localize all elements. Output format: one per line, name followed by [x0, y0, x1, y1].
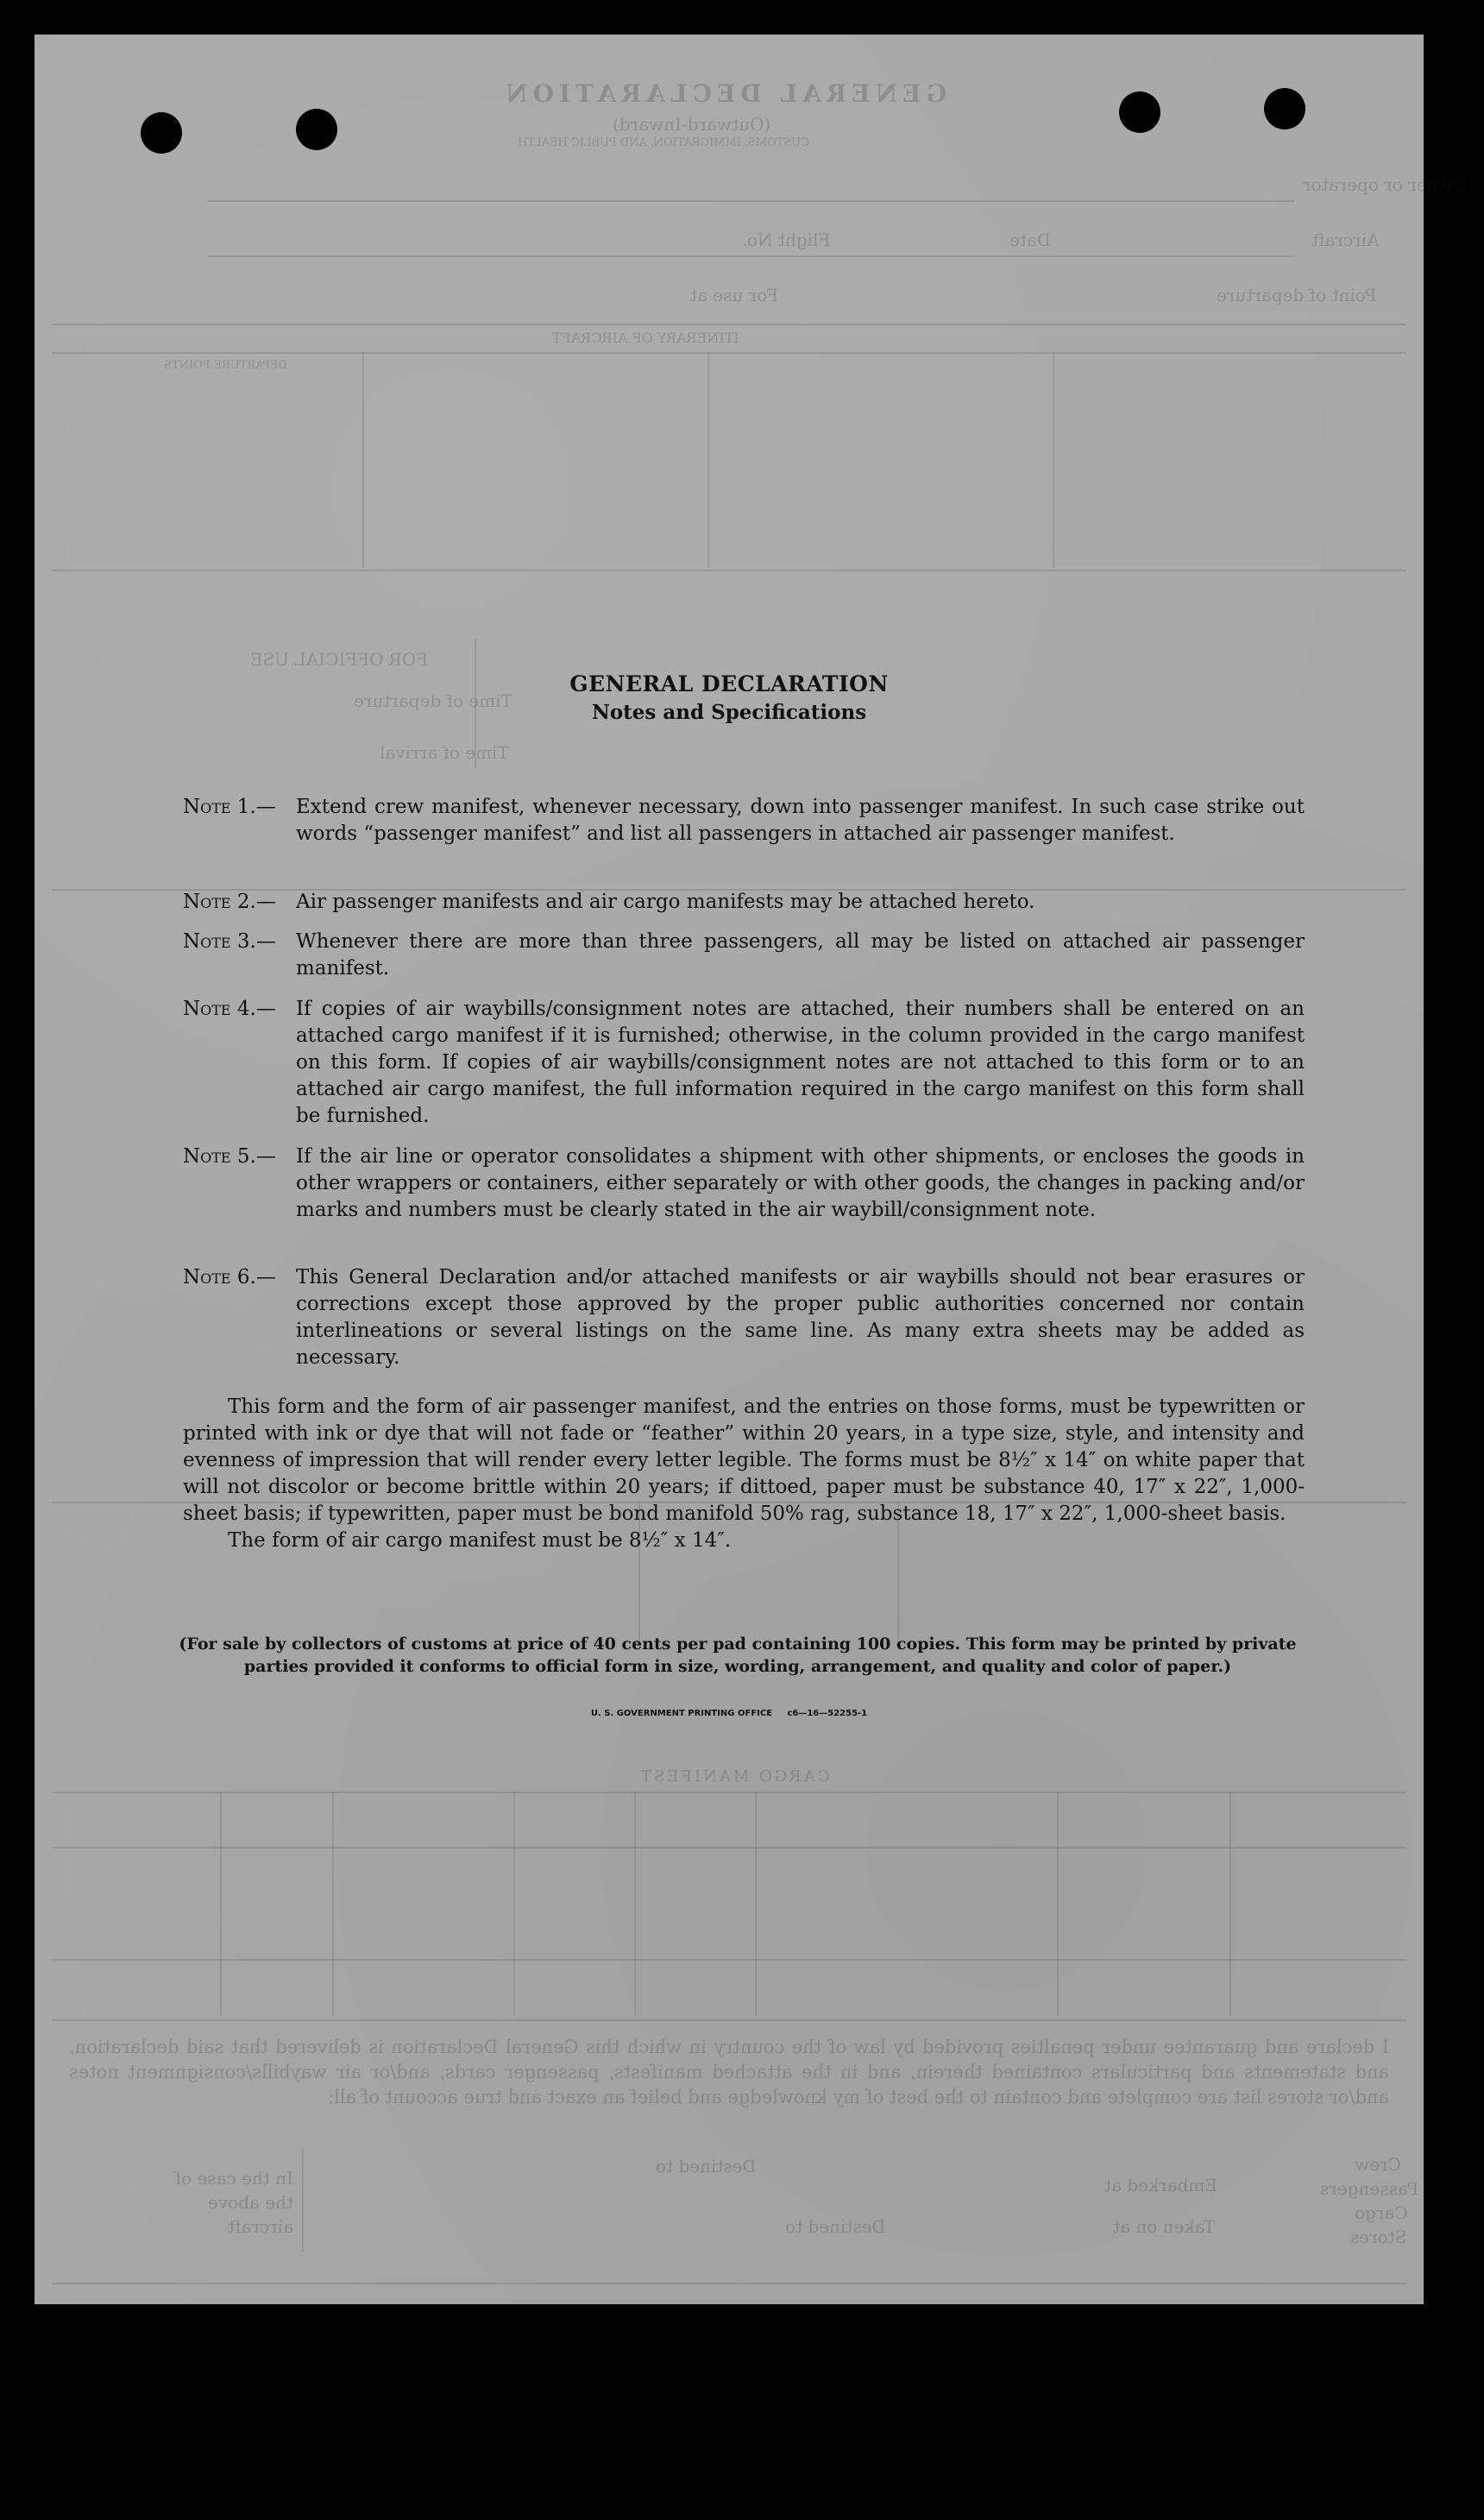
bleed-line — [52, 1847, 1406, 1849]
document-page — [35, 35, 1467, 2304]
note-label: Note 1.— — [183, 796, 276, 818]
bleed-itinerary: ITINERARY OF AIRCRAFT — [552, 330, 739, 346]
note-6 — [183, 1264, 1305, 1371]
bleed-line — [207, 255, 1294, 257]
bleed-flight: Flight No. — [742, 230, 831, 250]
note-2 — [183, 889, 1305, 916]
bleed-line — [52, 324, 1406, 325]
bleed-point-departure: Point of departure — [1217, 285, 1377, 306]
punch-hole — [296, 109, 337, 150]
bleed-vline — [1057, 1792, 1059, 2016]
note-1 — [183, 794, 1305, 847]
specification-paragraph — [183, 1394, 1305, 1528]
note-text: Whenever there are more than three passengers, all may be listed on attached air passenger manifest. — [296, 930, 1305, 980]
bleed-line — [52, 1959, 1406, 1961]
bleed-vline — [302, 2149, 304, 2252]
bleed-vline — [220, 1792, 222, 2016]
bleed-subheading: (Outward-Inward) — [613, 114, 771, 135]
bleed-taken-on: Taken on at — [1113, 2216, 1216, 2237]
bleed-vline — [707, 352, 709, 568]
bleed-declare: I declare and guarantee under penalties provided by law of the country in which this General Declaration is delivered that said declaration, and statements and particulars contained therein, and in the attached manifests, passenger cards, and/or air waybills/consignment notes and/or stores list are complete and contain to the best of my knowledge and belief an exact and true account of all: — [69, 2037, 1389, 2107]
bleed-line — [52, 2019, 1406, 2021]
bleed-line — [52, 1792, 1406, 1793]
bleed-vline — [362, 352, 364, 568]
note-3 — [183, 929, 1305, 982]
note-label: Note 2.— — [183, 891, 276, 913]
bleed-owner: Owner or operator — [1303, 174, 1467, 195]
bleed-destined: Destined to — [785, 2216, 886, 2237]
bleed-vline — [634, 1792, 636, 2016]
document-subtitle: Notes and Specifications — [591, 701, 867, 724]
bleed-date: Date — [1009, 230, 1051, 250]
note-text: If copies of air waybills/consignment notes are attached, their numbers shall be entered on an attached cargo manifest if it is furnished; otherwise, in the column provided in the cargo manifest on this form. If copies of air waybills/consignment notes are not attached to this form or to an attached air cargo manifest, the full information required in the cargo manifest on this form shall be furnished. — [296, 998, 1305, 1127]
note-4 — [183, 996, 1305, 1130]
bleed-vline — [513, 1792, 515, 2016]
sale-notice: (For sale by collectors of customs at price of 40 cents per pad containing 100 copies. This form may be printed by private parties provided it conforms to official form in size, wording, arrangement, and quality and color of paper.) — [179, 1635, 1297, 1676]
bleed-vline — [332, 1792, 334, 2016]
bleed-vline — [755, 1792, 757, 2016]
bleed-embarked: Embarked at — [1104, 2175, 1217, 2196]
bleed-aircraft: Aircraft — [1311, 230, 1380, 250]
bleed-agencies: CUSTOMS, IMMIGRATION, AND PUBLIC HEALTH — [518, 136, 810, 149]
bleed-time-arrival: Time of arrival — [380, 742, 509, 763]
note-label: Note 5.— — [183, 1145, 276, 1168]
bleed-crew: Crew — [1355, 2154, 1401, 2175]
bleed-line — [207, 200, 1294, 202]
bleed-stores: Stores — [1350, 2227, 1407, 2247]
punch-hole — [1264, 88, 1305, 129]
printing-office-line: U. S. GOVERNMENT PRINTING OFFICE c6—16—52255-1 — [590, 1709, 868, 1718]
bleed-cargo-manifest: CARGO MANIFEST — [638, 1767, 830, 1786]
bleed-line — [52, 2283, 1406, 2284]
note-text: This General Declaration and/or attached manifests or air waybills should not bear erasures or corrections except those approved by the proper public authorities concerned nor contain interlineations or several listings on the same line. As many extra sheets may be added as necessary. — [296, 1266, 1305, 1369]
bleed-heading: GENERAL DECLARATION — [500, 79, 947, 108]
bleed-for-use: For use at — [690, 285, 779, 306]
note-text: If the air line or operator consolidates a shipment with other shipments, or encloses the goods in other wrappers or containers, either separately or with other goods, the changes in packing and/or marks and numbers must be clearly stated in the air waybill/consignment note. — [296, 1145, 1305, 1221]
bleed-passengers: Passengers — [1320, 2178, 1419, 2199]
note-text: Air passenger manifests and air cargo manifests may be attached hereto. — [296, 891, 1035, 913]
bleed-line — [52, 570, 1406, 571]
bleed-departure-points: DEPARTURE POINTS — [164, 359, 287, 372]
bleed-in-the-case: In the case of the above aircraft — [174, 2168, 293, 2237]
bleed-time-departure: Time of departure — [354, 690, 512, 711]
cargo-manifest-size: The form of air cargo manifest must be 8½″ x 14″. — [228, 1529, 732, 1552]
note-label: Note 3.— — [183, 930, 276, 953]
document-title: GENERAL DECLARATION — [569, 671, 889, 696]
bleed-vline — [1053, 352, 1054, 568]
bleed-destined: Destined to — [656, 2156, 757, 2177]
note-label: Note 6.— — [183, 1266, 276, 1288]
specification-text: This form and the form of air passenger manifest, and the entries on those forms, must be typewritten or printed with ink or dye that will not fade or “feather” within 20 years, in a type size, style, and intensity and evenness of impression that will render every letter legible. The forms must be 8½″ x 14″ on white paper that will not discolor or become brittle within 20 years; if dittoed, paper must be substance 40, 17″ x 22″, 1,000-sheet basis; if typewritten, paper must be bond manifold 50% rag, substance 18, 17″ x 22″, 1,000-sheet basis. — [183, 1395, 1305, 1525]
bleed-line — [52, 352, 1406, 354]
punch-hole — [141, 112, 182, 154]
punch-hole — [1119, 91, 1160, 133]
note-5 — [183, 1143, 1305, 1224]
note-text: Extend crew manifest, whenever necessary, down into passenger manifest. In such case strike out words “passenger manifest” and list all passengers in attached air passenger manifest. — [296, 796, 1305, 845]
bleed-official-use: FOR OFFICIAL USE — [250, 649, 429, 670]
bleed-vline — [1229, 1792, 1231, 2016]
bleed-cargo: Cargo — [1355, 2202, 1408, 2223]
note-label: Note 4.— — [183, 998, 276, 1020]
